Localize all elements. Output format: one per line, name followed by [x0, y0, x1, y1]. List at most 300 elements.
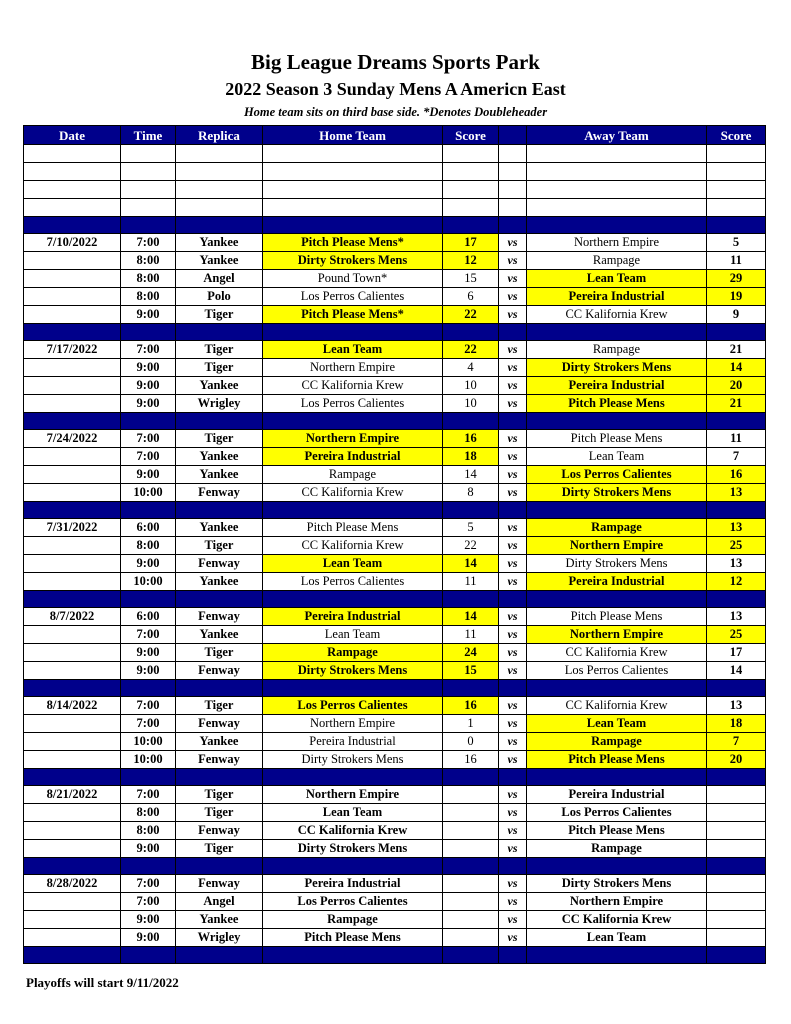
replica-cell: Yankee: [176, 573, 263, 591]
away-score-cell: [707, 804, 766, 822]
week-separator: [24, 502, 766, 519]
date-cell: [24, 662, 121, 680]
away-score-cell: 13: [707, 608, 766, 626]
home-team-cell: Los Perros Calientes: [263, 697, 443, 715]
vs-cell: vs: [499, 288, 527, 306]
vs-cell: vs: [499, 466, 527, 484]
vs-cell: vs: [499, 662, 527, 680]
week-separator: [24, 769, 766, 786]
home-team-cell: Dirty Strokers Mens: [263, 751, 443, 769]
date-cell: [24, 626, 121, 644]
home-score-cell: 22: [443, 537, 499, 555]
home-score-cell: [443, 840, 499, 858]
home-team-cell: Los Perros Calientes: [263, 395, 443, 413]
away-team-cell: Northern Empire: [527, 626, 707, 644]
away-score-cell: 11: [707, 430, 766, 448]
game-row: [24, 840, 766, 858]
game-row: [24, 608, 766, 626]
blank-row: [24, 145, 766, 163]
game-row: [24, 234, 766, 252]
game-row: [24, 466, 766, 484]
vs-cell: vs: [499, 395, 527, 413]
away-team-cell: Northern Empire: [527, 537, 707, 555]
time-cell: 10:00: [121, 484, 176, 502]
col-vs-header: [499, 126, 527, 145]
game-row: [24, 270, 766, 288]
vs-cell: vs: [499, 929, 527, 947]
home-team-cell: Pereira Industrial: [263, 875, 443, 893]
date-cell: [24, 573, 121, 591]
game-row: [24, 929, 766, 947]
away-score-cell: [707, 840, 766, 858]
game-row: [24, 519, 766, 537]
game-row: [24, 644, 766, 662]
away-team-cell: Los Perros Calientes: [527, 804, 707, 822]
game-row: [24, 430, 766, 448]
week-separator: [24, 413, 766, 430]
away-score-cell: 14: [707, 662, 766, 680]
vs-cell: vs: [499, 359, 527, 377]
away-team-cell: Los Perros Calientes: [527, 662, 707, 680]
game-row: [24, 875, 766, 893]
away-score-cell: 18: [707, 715, 766, 733]
away-score-cell: [707, 875, 766, 893]
game-row: [24, 252, 766, 270]
vs-cell: vs: [499, 697, 527, 715]
time-cell: 8:00: [121, 537, 176, 555]
date-cell: 7/17/2022: [24, 341, 121, 359]
home-score-cell: 16: [443, 697, 499, 715]
home-score-cell: 15: [443, 270, 499, 288]
away-score-cell: [707, 893, 766, 911]
replica-cell: Yankee: [176, 519, 263, 537]
away-score-cell: 21: [707, 341, 766, 359]
away-team-cell: Northern Empire: [527, 893, 707, 911]
date-cell: [24, 484, 121, 502]
home-team-cell: Pereira Industrial: [263, 733, 443, 751]
date-cell: [24, 377, 121, 395]
home-score-cell: 14: [443, 466, 499, 484]
home-team-cell: Dirty Strokers Mens: [263, 662, 443, 680]
vs-cell: vs: [499, 555, 527, 573]
game-row: [24, 751, 766, 769]
replica-cell: Tiger: [176, 697, 263, 715]
week-separator: [24, 217, 766, 234]
col-replica-header: Replica: [176, 126, 263, 145]
game-row: [24, 626, 766, 644]
replica-cell: Yankee: [176, 466, 263, 484]
date-cell: [24, 715, 121, 733]
home-team-cell: Los Perros Calientes: [263, 573, 443, 591]
home-team-cell: Rampage: [263, 911, 443, 929]
home-score-cell: 0: [443, 733, 499, 751]
home-team-cell: Los Perros Calientes: [263, 893, 443, 911]
away-team-cell: Dirty Strokers Mens: [527, 875, 707, 893]
replica-cell: Yankee: [176, 448, 263, 466]
replica-cell: Angel: [176, 270, 263, 288]
vs-cell: vs: [499, 608, 527, 626]
date-cell: 7/31/2022: [24, 519, 121, 537]
home-team-cell: Rampage: [263, 644, 443, 662]
time-cell: 7:00: [121, 341, 176, 359]
date-cell: 8/7/2022: [24, 608, 121, 626]
replica-cell: Angel: [176, 893, 263, 911]
replica-cell: Tiger: [176, 306, 263, 324]
away-score-cell: 16: [707, 466, 766, 484]
home-score-cell: 12: [443, 252, 499, 270]
time-cell: 7:00: [121, 697, 176, 715]
date-cell: [24, 252, 121, 270]
vs-cell: vs: [499, 377, 527, 395]
away-score-cell: 7: [707, 733, 766, 751]
vs-cell: vs: [499, 234, 527, 252]
game-row: [24, 911, 766, 929]
header-row: [24, 126, 766, 145]
vs-cell: vs: [499, 252, 527, 270]
home-team-cell: Northern Empire: [263, 786, 443, 804]
date-cell: [24, 644, 121, 662]
vs-cell: vs: [499, 875, 527, 893]
replica-cell: Tiger: [176, 786, 263, 804]
time-cell: 7:00: [121, 875, 176, 893]
week-separator: [24, 680, 766, 697]
home-team-cell: Pitch Please Mens*: [263, 234, 443, 252]
date-cell: [24, 466, 121, 484]
date-cell: [24, 288, 121, 306]
away-team-cell: Pitch Please Mens: [527, 822, 707, 840]
blank-row: [24, 163, 766, 181]
home-score-cell: [443, 893, 499, 911]
home-score-cell: [443, 875, 499, 893]
time-cell: 9:00: [121, 306, 176, 324]
vs-cell: vs: [499, 786, 527, 804]
home-score-cell: 15: [443, 662, 499, 680]
home-score-cell: 22: [443, 306, 499, 324]
home-score-cell: 1: [443, 715, 499, 733]
time-cell: 7:00: [121, 786, 176, 804]
away-team-cell: Rampage: [527, 519, 707, 537]
home-team-cell: Northern Empire: [263, 715, 443, 733]
away-score-cell: 13: [707, 519, 766, 537]
vs-cell: vs: [499, 822, 527, 840]
replica-cell: Wrigley: [176, 929, 263, 947]
replica-cell: Fenway: [176, 484, 263, 502]
time-cell: 8:00: [121, 252, 176, 270]
home-score-cell: [443, 929, 499, 947]
away-score-cell: [707, 786, 766, 804]
time-cell: 7:00: [121, 715, 176, 733]
away-team-cell: Dirty Strokers Mens: [527, 555, 707, 573]
home-team-cell: Dirty Strokers Mens: [263, 252, 443, 270]
away-score-cell: 20: [707, 377, 766, 395]
home-score-cell: 14: [443, 608, 499, 626]
away-team-cell: CC Kalifornia Krew: [527, 911, 707, 929]
away-score-cell: 13: [707, 555, 766, 573]
game-row: [24, 395, 766, 413]
replica-cell: Tiger: [176, 359, 263, 377]
away-team-cell: Pitch Please Mens: [527, 751, 707, 769]
home-team-cell: Lean Team: [263, 341, 443, 359]
time-cell: 10:00: [121, 751, 176, 769]
date-cell: [24, 929, 121, 947]
vs-cell: vs: [499, 715, 527, 733]
time-cell: 8:00: [121, 822, 176, 840]
home-score-cell: [443, 786, 499, 804]
vs-cell: vs: [499, 430, 527, 448]
vs-cell: vs: [499, 733, 527, 751]
vs-cell: vs: [499, 448, 527, 466]
date-cell: 8/28/2022: [24, 875, 121, 893]
game-row: [24, 555, 766, 573]
home-team-cell: Dirty Strokers Mens: [263, 840, 443, 858]
away-score-cell: 13: [707, 697, 766, 715]
away-team-cell: Rampage: [527, 252, 707, 270]
replica-cell: Wrigley: [176, 395, 263, 413]
date-cell: [24, 804, 121, 822]
home-team-cell: Pound Town*: [263, 270, 443, 288]
home-team-cell: Lean Team: [263, 804, 443, 822]
away-team-cell: Pitch Please Mens: [527, 395, 707, 413]
col-date-header: Date: [24, 126, 121, 145]
blank-row: [24, 199, 766, 217]
home-score-cell: 10: [443, 395, 499, 413]
home-score-cell: [443, 804, 499, 822]
replica-cell: Yankee: [176, 911, 263, 929]
home-score-cell: 18: [443, 448, 499, 466]
away-team-cell: CC Kalifornia Krew: [527, 306, 707, 324]
schedule-table: [23, 125, 766, 964]
time-cell: 7:00: [121, 234, 176, 252]
away-score-cell: 11: [707, 252, 766, 270]
home-team-cell: Lean Team: [263, 626, 443, 644]
game-row: [24, 893, 766, 911]
time-cell: 7:00: [121, 626, 176, 644]
vs-cell: vs: [499, 306, 527, 324]
home-score-cell: 17: [443, 234, 499, 252]
home-team-cell: Pitch Please Mens: [263, 929, 443, 947]
away-team-cell: Pitch Please Mens: [527, 608, 707, 626]
replica-cell: Polo: [176, 288, 263, 306]
away-team-cell: CC Kalifornia Krew: [527, 644, 707, 662]
game-row: [24, 448, 766, 466]
away-team-cell: Pereira Industrial: [527, 573, 707, 591]
vs-cell: vs: [499, 893, 527, 911]
away-team-cell: Pereira Industrial: [527, 786, 707, 804]
game-row: [24, 733, 766, 751]
away-team-cell: Dirty Strokers Mens: [527, 359, 707, 377]
date-cell: 8/21/2022: [24, 786, 121, 804]
away-score-cell: [707, 822, 766, 840]
blank-row: [24, 181, 766, 199]
date-cell: [24, 537, 121, 555]
replica-cell: Yankee: [176, 377, 263, 395]
replica-cell: Yankee: [176, 234, 263, 252]
vs-cell: vs: [499, 519, 527, 537]
away-team-cell: CC Kalifornia Krew: [527, 697, 707, 715]
replica-cell: Fenway: [176, 555, 263, 573]
date-cell: [24, 306, 121, 324]
home-score-cell: 5: [443, 519, 499, 537]
home-team-cell: Pereira Industrial: [263, 608, 443, 626]
home-team-cell: Lean Team: [263, 555, 443, 573]
date-cell: 7/10/2022: [24, 234, 121, 252]
away-team-cell: Pereira Industrial: [527, 377, 707, 395]
home-team-cell: Pereira Industrial: [263, 448, 443, 466]
away-team-cell: Northern Empire: [527, 234, 707, 252]
home-score-cell: 16: [443, 751, 499, 769]
game-row: [24, 377, 766, 395]
home-team-cell: Northern Empire: [263, 359, 443, 377]
time-cell: 9:00: [121, 466, 176, 484]
away-team-cell: Lean Team: [527, 270, 707, 288]
away-score-cell: 12: [707, 573, 766, 591]
vs-cell: vs: [499, 626, 527, 644]
week-separator: [24, 324, 766, 341]
week-separator: [24, 858, 766, 875]
time-cell: 9:00: [121, 929, 176, 947]
away-team-cell: Lean Team: [527, 715, 707, 733]
replica-cell: Tiger: [176, 430, 263, 448]
away-score-cell: [707, 929, 766, 947]
home-score-cell: 14: [443, 555, 499, 573]
away-team-cell: Rampage: [527, 840, 707, 858]
week-separator: [24, 947, 766, 964]
time-cell: 9:00: [121, 395, 176, 413]
home-team-cell: Los Perros Calientes: [263, 288, 443, 306]
away-score-cell: 21: [707, 395, 766, 413]
home-team-cell: Pitch Please Mens*: [263, 306, 443, 324]
playoffs-note: Playoffs will start 9/11/2022: [26, 975, 179, 990]
col-away-team-header: Away Team: [527, 126, 707, 145]
away-team-cell: Dirty Strokers Mens: [527, 484, 707, 502]
time-cell: 9:00: [121, 662, 176, 680]
home-score-cell: 22: [443, 341, 499, 359]
date-cell: [24, 733, 121, 751]
away-team-cell: Pereira Industrial: [527, 288, 707, 306]
time-cell: 9:00: [121, 840, 176, 858]
home-team-cell: Pitch Please Mens: [263, 519, 443, 537]
away-score-cell: 14: [707, 359, 766, 377]
date-cell: 8/14/2022: [24, 697, 121, 715]
time-cell: 6:00: [121, 519, 176, 537]
away-score-cell: 9: [707, 306, 766, 324]
away-score-cell: 20: [707, 751, 766, 769]
replica-cell: Tiger: [176, 341, 263, 359]
game-row: [24, 359, 766, 377]
vs-cell: vs: [499, 804, 527, 822]
date-cell: [24, 448, 121, 466]
time-cell: 9:00: [121, 911, 176, 929]
away-team-cell: Lean Team: [527, 448, 707, 466]
vs-cell: vs: [499, 911, 527, 929]
replica-cell: Yankee: [176, 252, 263, 270]
date-cell: [24, 751, 121, 769]
date-cell: [24, 555, 121, 573]
vs-cell: vs: [499, 644, 527, 662]
date-cell: [24, 270, 121, 288]
time-cell: 8:00: [121, 804, 176, 822]
away-team-cell: Los Perros Calientes: [527, 466, 707, 484]
time-cell: 9:00: [121, 359, 176, 377]
game-row: [24, 662, 766, 680]
away-score-cell: 17: [707, 644, 766, 662]
away-team-cell: Rampage: [527, 733, 707, 751]
replica-cell: Tiger: [176, 644, 263, 662]
game-row: [24, 697, 766, 715]
time-cell: 7:00: [121, 893, 176, 911]
date-cell: [24, 911, 121, 929]
game-row: [24, 341, 766, 359]
home-team-cell: Rampage: [263, 466, 443, 484]
game-row: [24, 288, 766, 306]
time-cell: 9:00: [121, 644, 176, 662]
home-score-cell: 4: [443, 359, 499, 377]
time-cell: 6:00: [121, 608, 176, 626]
away-score-cell: 29: [707, 270, 766, 288]
replica-cell: Fenway: [176, 751, 263, 769]
date-cell: [24, 359, 121, 377]
page-title: Big League Dreams Sports Park: [251, 50, 540, 74]
date-cell: [24, 893, 121, 911]
date-cell: [24, 840, 121, 858]
time-cell: 8:00: [121, 270, 176, 288]
week-separator: [24, 591, 766, 608]
game-row: [24, 537, 766, 555]
home-score-cell: 24: [443, 644, 499, 662]
home-score-cell: 11: [443, 626, 499, 644]
time-cell: 10:00: [121, 573, 176, 591]
home-score-cell: 6: [443, 288, 499, 306]
time-cell: 7:00: [121, 430, 176, 448]
vs-cell: vs: [499, 341, 527, 359]
away-score-cell: 5: [707, 234, 766, 252]
home-score-cell: 11: [443, 573, 499, 591]
home-score-cell: [443, 822, 499, 840]
away-team-cell: Pitch Please Mens: [527, 430, 707, 448]
date-cell: [24, 395, 121, 413]
away-team-cell: Lean Team: [527, 929, 707, 947]
replica-cell: Yankee: [176, 733, 263, 751]
replica-cell: Fenway: [176, 715, 263, 733]
col-home-score-header: Score: [443, 126, 499, 145]
vs-cell: vs: [499, 840, 527, 858]
date-cell: 7/24/2022: [24, 430, 121, 448]
game-row: [24, 573, 766, 591]
time-cell: 10:00: [121, 733, 176, 751]
game-row: [24, 786, 766, 804]
home-score-cell: 10: [443, 377, 499, 395]
home-team-cell: CC Kalifornia Krew: [263, 377, 443, 395]
replica-cell: Fenway: [176, 662, 263, 680]
replica-cell: Fenway: [176, 875, 263, 893]
replica-cell: Fenway: [176, 822, 263, 840]
home-team-cell: CC Kalifornia Krew: [263, 484, 443, 502]
time-cell: 8:00: [121, 288, 176, 306]
vs-cell: vs: [499, 573, 527, 591]
replica-cell: Fenway: [176, 608, 263, 626]
home-score-cell: [443, 911, 499, 929]
col-time-header: Time: [121, 126, 176, 145]
away-score-cell: 25: [707, 537, 766, 555]
replica-cell: Tiger: [176, 537, 263, 555]
home-score-cell: 8: [443, 484, 499, 502]
schedule-note: Home team sits on third base side. *Denotes Doubleheader: [243, 105, 548, 119]
home-team-cell: CC Kalifornia Krew: [263, 822, 443, 840]
time-cell: 7:00: [121, 448, 176, 466]
date-cell: [24, 822, 121, 840]
replica-cell: Tiger: [176, 804, 263, 822]
game-row: [24, 804, 766, 822]
